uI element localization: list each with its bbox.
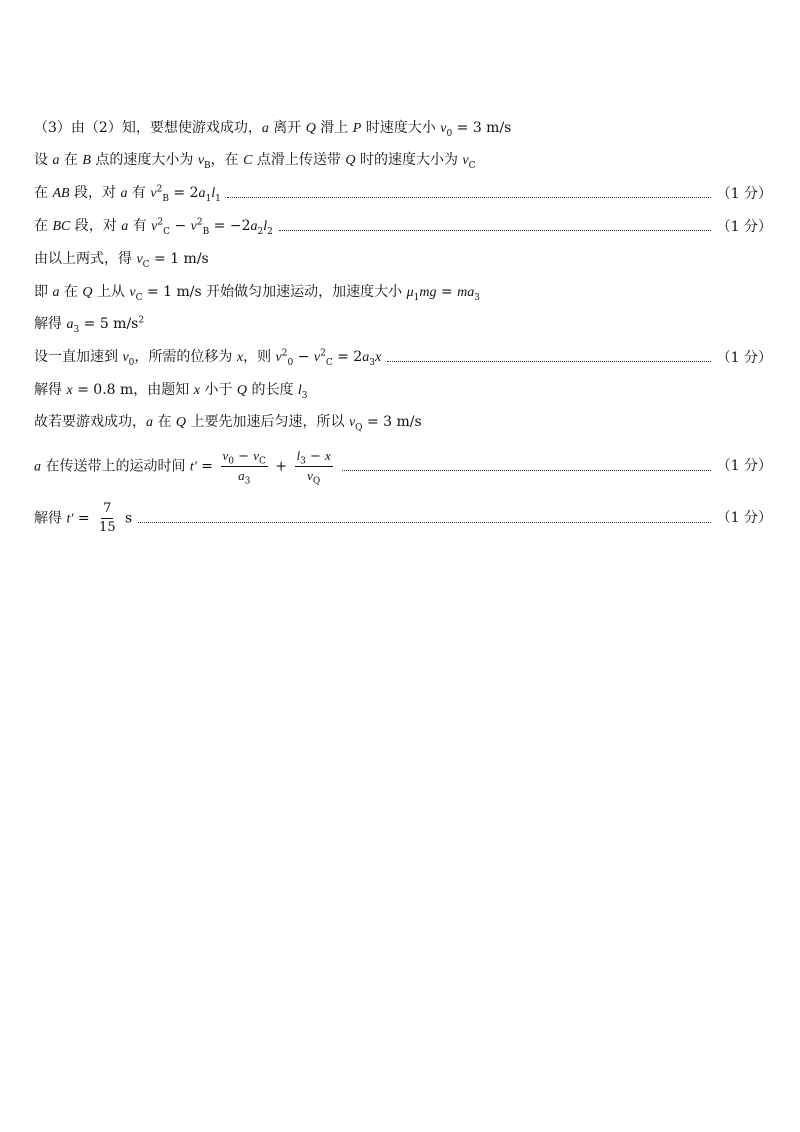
line-text: 故若要游戏成功，a 在 Q 上要先加速后匀速，所以 $v_Q = 3$ m/s (34, 414, 422, 433)
solution-line-1 (34, 118, 772, 139)
line-text: 即 a 在 Q 上从 $v_C = 1$ m/s 开始做匀加速运动，加速度大小 $\mu_1mg = ma_3$ (34, 284, 480, 303)
line-text: 在 AB 段，对 a 有 $v^2_B = 2a_1l_1$ (34, 184, 221, 204)
line-text: 设 a 在 B 点的速度大小为 $v_B$，在 C 点滑上传送带 Q 时的速度大小为 $v_C$ (34, 152, 476, 171)
score-label: （1 分） (716, 349, 772, 366)
line-text: 设一直加速到 $v_0$，所需的位移为 x，则 $v^2_0 - v^2_C = 2a_3x$ (34, 348, 382, 368)
fraction-velocity-over-accel: $\frac{v_0 - v_C}{a_3}$ (222, 447, 266, 487)
line-text: 由以上两式，得 $v_C = 1$ m/s (34, 251, 209, 270)
solution-line-7 (34, 314, 772, 335)
solution-line-5 (34, 249, 772, 270)
line-text: 解得 $a_3 = 5$ $m/s^2$ (34, 315, 145, 335)
line-text: 在 BC 段，对 a 有 $v^2_C - v^2_B = -2a_2l_2$ (34, 217, 273, 237)
line-text: a 在传送带上的运动时间 t′ = $\frac{v_0 - v_C}{a_3}$ + $\frac{l_3 - x}{v_Q}$ (34, 447, 331, 487)
solution-line-11 (34, 446, 772, 486)
solution-line-12 (34, 498, 772, 538)
solution-line-2 (34, 150, 772, 171)
score-label: （1 分） (716, 510, 772, 526)
dot-leader (227, 195, 711, 198)
dot-leader (138, 520, 710, 523)
solution-line-4 (34, 216, 772, 237)
solution-line-6 (34, 282, 772, 303)
fraction-distance-over-velocity: $\frac{l_3 - x}{v_Q}$ (296, 447, 331, 487)
score-label: （1 分） (716, 218, 772, 235)
dot-leader (342, 468, 711, 471)
score-label: （1 分） (716, 185, 772, 202)
dot-leader (387, 359, 710, 362)
line-text: 解得 t′ = $\frac{7}{15}$ s (34, 500, 133, 535)
solution-line-9 (34, 380, 772, 401)
solution-line-8 (34, 347, 772, 368)
solution-line-3 (34, 183, 772, 204)
line-text: （3）由（2）知，要想使游戏成功，a 离开 Q 滑上 P 时速度大小 $v_0 = 3$ m/s (34, 120, 512, 139)
solution-line-10 (34, 412, 772, 433)
line-text: 解得 x = 0.8 m，由题知 x 小于 Q 的长度 $l_3$ (34, 382, 308, 401)
dot-leader (279, 228, 711, 231)
fraction-time-result: $\frac{7}{15}$ (99, 500, 116, 535)
score-label: （1 分） (716, 458, 772, 474)
